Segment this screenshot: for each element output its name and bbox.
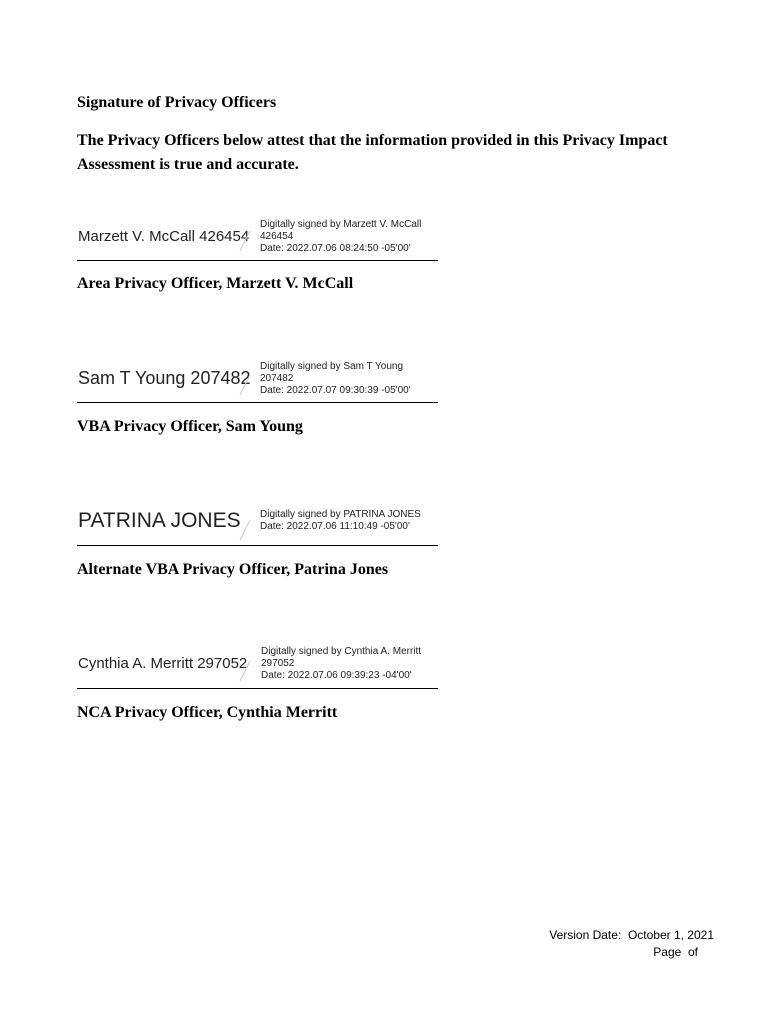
signature-meta (261, 646, 421, 682)
signature-meta (260, 509, 421, 533)
signature-meta-line: 297052 (261, 658, 295, 669)
signer-title: NCA Privacy Officer, Cynthia Merritt (77, 704, 338, 721)
signed-name: Cynthia A. Merritt 297052 (78, 655, 248, 672)
signature-block-vba (77, 357, 438, 442)
signer-title: Area Privacy Officer, Marzett V. McCall (77, 275, 354, 292)
signature-line (77, 260, 438, 261)
signature-meta-line: Date: 2022.07.06 09:39:23 -04'00' (261, 670, 412, 681)
signed-name: Marzett V. McCall 426454 (78, 228, 250, 245)
signature-line (77, 688, 438, 689)
signature-block-alternate-vba (77, 500, 438, 585)
signature-meta-line: Digitally signed by Sam T Young (260, 361, 404, 372)
signature-check-icon (238, 374, 252, 396)
attestation-text: The Privacy Officers below attest that the information provided in this Privacy Impact Assessment is true and accurate. (77, 132, 668, 173)
signature-meta-line: Digitally signed by Marzett V. McCall (260, 219, 422, 230)
signature-meta-line: 207482 (260, 373, 294, 384)
page-footer (549, 927, 714, 961)
page-number: Page of (653, 945, 698, 959)
signature-meta-line: 426454 (260, 231, 294, 242)
signature-line (77, 402, 438, 403)
signed-name: PATRINA JONES (78, 509, 241, 532)
page-heading: Signature of Privacy Officers (77, 94, 277, 111)
signature-line (77, 545, 438, 546)
version-date: Version Date: October 1, 2021 (549, 928, 714, 942)
signature-meta-line: Digitally signed by Cynthia A. Merritt (261, 646, 422, 657)
signature-meta-line: Digitally signed by PATRINA JONES (260, 509, 421, 520)
signature-check-icon (238, 230, 252, 252)
signature-meta-line: Date: 2022.07.07 09:30:39 -05'00' (260, 385, 411, 396)
signature-meta (260, 219, 421, 255)
signed-name: Sam T Young 207482 (78, 368, 251, 388)
signer-title: Alternate VBA Privacy Officer, Patrina Jones (77, 561, 389, 578)
signature-check-icon (238, 660, 252, 682)
signature-block-nca (77, 643, 438, 728)
signature-meta-line: Date: 2022.07.06 11:10:49 -05'00' (260, 521, 410, 532)
signature-meta-line: Date: 2022.07.06 08:24:50 -05'00' (260, 243, 411, 254)
signature-check-icon (238, 519, 252, 541)
signature-meta (260, 361, 411, 397)
signer-title: VBA Privacy Officer, Sam Young (77, 418, 303, 435)
signature-block-area (77, 215, 438, 300)
